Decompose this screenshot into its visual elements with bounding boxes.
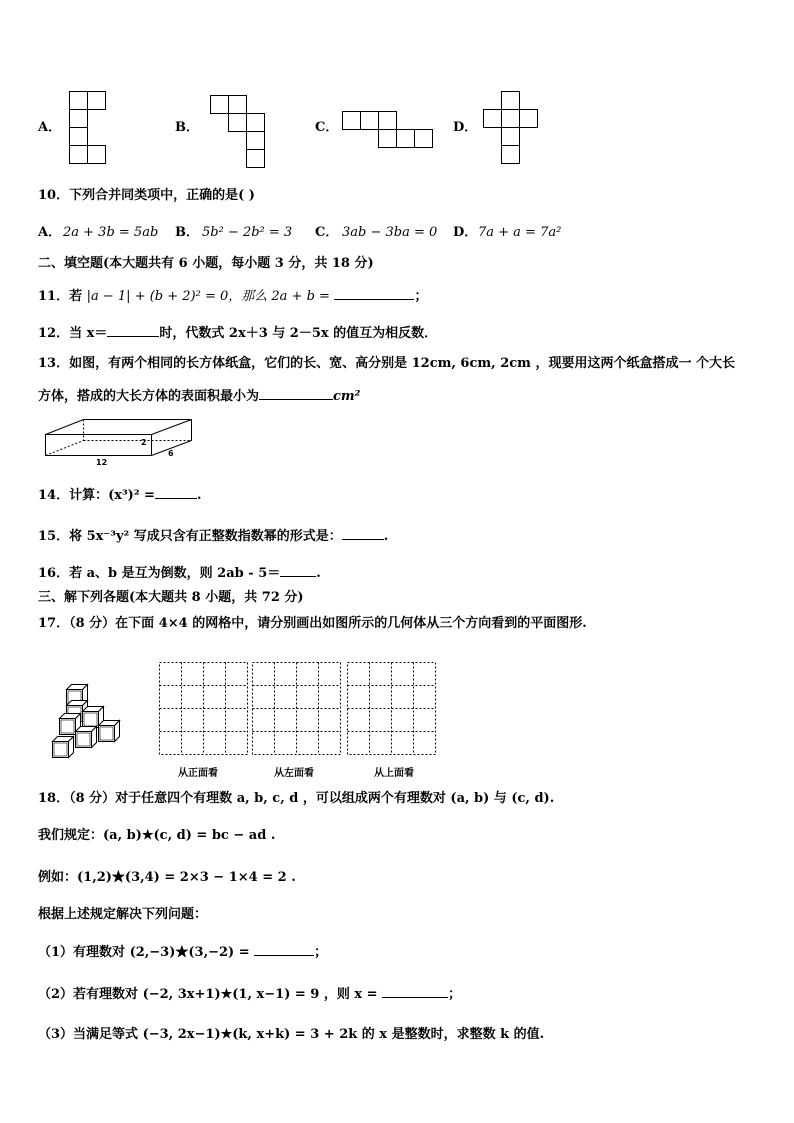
q16-pre: 16．若 a、b 是互为倒数，则 2ab - 5＝: [38, 566, 281, 581]
q9-net-b: [210, 95, 270, 171]
q11-answer-blank[interactable]: [334, 287, 414, 300]
q11-post: ；: [414, 289, 428, 304]
q16-answer-blank[interactable]: [280, 564, 316, 577]
q10-option-b-expr: 5b² − 2b² = 3: [202, 225, 293, 240]
q12-pre: 12．当 x＝: [38, 326, 108, 341]
q11-expr: |a − 1| + (b + 2)² = 0，那么 2a + b =: [86, 289, 330, 304]
q9-net-c: [342, 111, 437, 151]
q13-line2-pre: 方体，搭成的大长方体的表面积最小为: [38, 389, 260, 404]
q11: [38, 287, 427, 305]
q14-pre: 14．计算：(x³)² =: [38, 488, 155, 503]
q18-part2-pre: （2）若有理数对 (−2, 3x+1)★(1, x−1) = 9 ，则 x =: [38, 987, 378, 1002]
q18-part2-post: ；: [448, 987, 462, 1002]
q9-option-c-label: C．: [315, 120, 339, 135]
q18-part2: [38, 985, 461, 1003]
q13-length-label: 12: [96, 458, 108, 467]
q18-example: 例如：(1,2)★(3,4) = 2×3 − 1×4 = 2 .: [38, 870, 296, 885]
q10-option-b-label: B．: [175, 225, 199, 240]
q14: [38, 486, 201, 504]
q18-stem: 18．（8 分）对于任意四个有理数 a, b, c, d ，可以组成两个有理数对 (a, b) 与 (c, d).: [38, 791, 555, 806]
q14-answer-blank[interactable]: [155, 486, 197, 499]
q12-post: 时，代数式 2x＋3 与 2－5x 的值互为相反数．: [159, 326, 438, 341]
q18-part1: [38, 943, 327, 961]
q10-option-c-label: C．: [315, 225, 339, 240]
q11-pre: 11．若: [38, 289, 83, 304]
q18-part1-pre: （1）有理数对 (2,−3)★(3,−2) =: [38, 945, 250, 960]
q10-option-c-expr: 3ab − 3ba = 0: [342, 225, 438, 240]
section-3-heading: 三、解下列各题(本大题共 8 小题，共 72 分): [38, 590, 304, 605]
q14-post: .: [196, 488, 202, 503]
q13-height-label: 2: [141, 438, 147, 447]
q15: [38, 527, 388, 545]
q17-grids: [159, 662, 441, 757]
q16-post: .: [316, 566, 321, 581]
q17-caption-left: 从左面看: [274, 768, 314, 779]
q12-answer-blank[interactable]: [107, 324, 159, 337]
q18-rule: 我们规定：(a, b)★(c, d) = bc − ad .: [38, 828, 276, 843]
q9-option-b-label: B．: [175, 120, 199, 135]
section-2-heading: 二、填空题(本大题共有 6 小题，每小题 3 分，共 18 分): [38, 256, 374, 271]
q10-option-d-expr: 7a + a = 7a²: [478, 225, 562, 240]
q15-post: .: [383, 529, 389, 544]
q18-part1-answer-blank[interactable]: [254, 943, 314, 956]
q15-pre: 15．将 5x⁻³y² 写成只含有正整数指数幂的形式是：: [38, 529, 342, 544]
q13-answer-blank[interactable]: [259, 387, 333, 400]
q10-option-a-expr: 2a + 3b = 5ab: [63, 225, 159, 240]
q12: [38, 324, 437, 342]
q18-part1-post: ；: [314, 945, 328, 960]
q13-width-label: 6: [168, 449, 174, 458]
q13-line2: [38, 387, 360, 405]
q13-line1: 13．如图，有两个相同的长方体纸盒，它们的长、宽、高分别是 12cm, 6cm, 2cm ，现要用这两个纸盒搭成一 个大长: [38, 356, 735, 371]
q17-caption-top: 从上面看: [374, 768, 414, 779]
q18-part2-answer-blank[interactable]: [382, 985, 448, 998]
q18-part3: （3）当满足等式 (−3, 2x−1)★(k, x+k) = 3 + 2k 的 x 是整数时，求整数 k 的值.: [38, 1027, 545, 1042]
q9-option-a-label: A．: [38, 120, 62, 135]
q13-box-figure: [45, 418, 195, 466]
q9-net-d: [483, 91, 543, 167]
q17-cube-stack-figure: [52, 684, 132, 764]
q9-option-d-label: D．: [453, 120, 478, 135]
q10-option-a-label: A．: [38, 225, 62, 240]
q15-answer-blank[interactable]: [342, 527, 384, 540]
q9-net-a: [69, 91, 109, 167]
q18-intro: 根据上述规定解决下列问题：: [38, 907, 208, 922]
q17-caption-front: 从正面看: [178, 768, 218, 779]
q16: [38, 564, 321, 582]
q13-unit: cm²: [333, 389, 361, 404]
q17-stem: 17．（8 分）在下面 4×4 的网格中，请分别画出如图所示的几何体从三个方向看到的平面图形.: [38, 616, 587, 631]
q10-stem: 10．下列合并同类项中，正确的是( ): [38, 188, 255, 203]
q10-option-d-label: D．: [453, 225, 478, 240]
grid-front: [160, 663, 248, 755]
